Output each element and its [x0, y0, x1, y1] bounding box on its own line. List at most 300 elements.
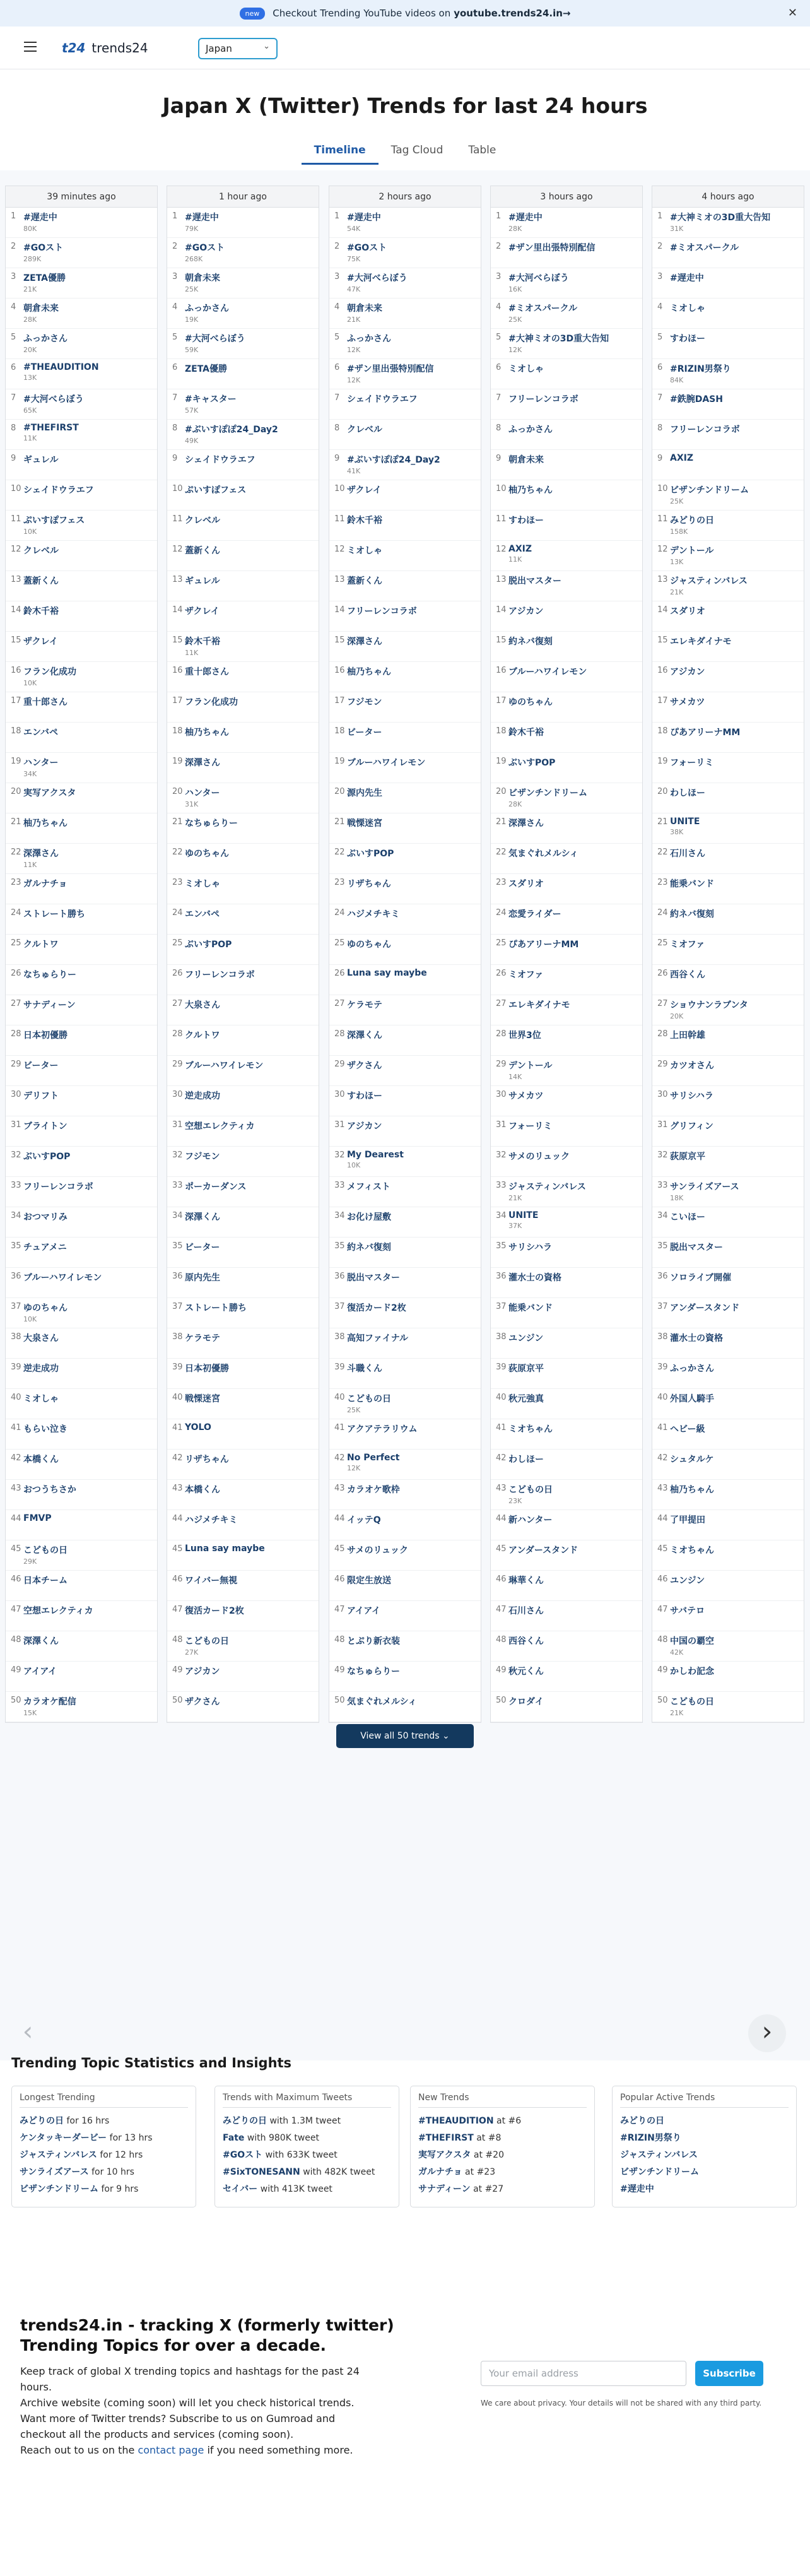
trend-item[interactable] — [6, 420, 157, 450]
trend-item[interactable] — [329, 1662, 481, 1692]
trend-item[interactable] — [6, 541, 157, 571]
trend-item[interactable] — [167, 1419, 319, 1450]
trend-item[interactable] — [652, 1086, 804, 1116]
trend-item[interactable] — [6, 1419, 157, 1450]
trend-item[interactable] — [491, 753, 642, 783]
site-logo[interactable] — [62, 40, 148, 56]
trend-name[interactable]: クルトワ — [185, 1031, 220, 1041]
trend-name[interactable]: メフィスト — [347, 1182, 390, 1192]
trend-name[interactable]: 気まぐれメルシィ — [508, 849, 578, 859]
trend-item[interactable] — [652, 844, 804, 874]
trend-item[interactable] — [329, 420, 481, 450]
trend-name[interactable]: ハジメチキミ — [347, 909, 400, 919]
trend-item[interactable] — [491, 1601, 642, 1631]
trend-item[interactable] — [491, 723, 642, 753]
trend-name[interactable]: サリシハラ — [670, 1091, 714, 1101]
trend-name[interactable]: 大泉さん — [23, 1333, 59, 1344]
trend-item[interactable] — [652, 1147, 804, 1177]
stat-trend-name[interactable]: みどりの日 — [620, 2116, 664, 2126]
trend-name[interactable]: #GOスト — [23, 243, 64, 253]
trend-name[interactable]: リザちゃん — [347, 879, 391, 889]
trend-item[interactable] — [167, 1147, 319, 1177]
trend-name[interactable]: カラオケ歌枠 — [347, 1485, 400, 1495]
trend-name[interactable]: ビーター — [185, 1243, 220, 1253]
trend-item[interactable] — [167, 904, 319, 935]
trend-name[interactable]: デントール — [670, 546, 714, 556]
trend-item[interactable] — [652, 238, 804, 268]
trend-item[interactable] — [491, 1056, 642, 1086]
trend-name[interactable]: YOLO — [185, 1422, 211, 1433]
trend-name[interactable]: ストレート勝ち — [185, 1303, 247, 1313]
trend-name[interactable]: フジモン — [185, 1152, 220, 1162]
trend-name[interactable]: #THEFIRST — [23, 423, 79, 433]
trend-name[interactable]: 日本初優勝 — [23, 1031, 68, 1041]
trend-name[interactable]: ぶいすPOP — [23, 1152, 71, 1162]
trend-item[interactable] — [491, 1238, 642, 1268]
trend-item[interactable] — [167, 238, 319, 268]
trend-item[interactable] — [652, 874, 804, 904]
trend-item[interactable] — [491, 1116, 642, 1147]
trend-item[interactable] — [491, 480, 642, 511]
trend-item[interactable] — [6, 844, 157, 874]
trend-name[interactable]: 深澤くん — [347, 1031, 382, 1041]
trend-item[interactable] — [491, 511, 642, 541]
trend-item[interactable] — [6, 783, 157, 813]
trend-name[interactable]: 世界3位 — [508, 1031, 541, 1041]
trend-name[interactable]: ハンター — [185, 788, 220, 798]
trend-item[interactable] — [491, 238, 642, 268]
trend-name[interactable]: 灌水士の資格 — [508, 1273, 561, 1283]
trend-name[interactable]: ザクさん — [185, 1697, 220, 1707]
trend-name[interactable]: アイアイ — [347, 1606, 381, 1616]
stat-trend-name[interactable]: サンライズアース — [20, 2167, 89, 2177]
trend-name[interactable]: 高知ファイナル — [347, 1333, 409, 1344]
trend-name[interactable]: UNITE — [670, 817, 700, 827]
trend-name[interactable]: ギュレル — [23, 455, 59, 465]
trend-name[interactable]: ぴあアリーナMM — [508, 940, 579, 950]
trend-item[interactable] — [329, 1480, 481, 1510]
trend-item[interactable] — [167, 662, 319, 692]
trend-item[interactable] — [329, 874, 481, 904]
subscribe-button[interactable]: Subscribe — [695, 2361, 763, 2386]
trend-item[interactable] — [167, 692, 319, 723]
stat-trend-name[interactable]: ビザンチンドリーム — [620, 2167, 700, 2177]
trend-name[interactable]: No Perfect — [347, 1453, 400, 1463]
stat-trend-name[interactable]: ケンタッキーダービー — [20, 2133, 107, 2143]
trend-item[interactable] — [652, 965, 804, 995]
trend-name[interactable]: 西谷くん — [670, 970, 705, 980]
trend-item[interactable] — [167, 389, 319, 420]
trend-item[interactable] — [6, 753, 157, 783]
trend-item[interactable] — [167, 329, 319, 359]
trend-item[interactable] — [6, 329, 157, 359]
tab-table[interactable]: Table — [468, 144, 496, 157]
trend-item[interactable] — [167, 1116, 319, 1147]
trend-item[interactable] — [491, 601, 642, 632]
trend-item[interactable] — [6, 1692, 157, 1722]
trend-item[interactable] — [652, 1601, 804, 1631]
trend-name[interactable]: エレキダイナモ — [670, 637, 732, 647]
trend-item[interactable] — [167, 571, 319, 601]
trend-item[interactable] — [6, 1207, 157, 1238]
trend-item[interactable] — [652, 571, 804, 601]
trend-name[interactable]: #ザン里出張特別配信 — [347, 364, 434, 374]
trend-name[interactable]: 朝倉未来 — [508, 455, 544, 465]
trend-item[interactable] — [491, 1540, 642, 1571]
trend-item[interactable] — [329, 1086, 481, 1116]
trend-name[interactable]: 空想エレクティカ — [23, 1606, 93, 1616]
trend-item[interactable] — [329, 1419, 481, 1450]
trend-item[interactable] — [167, 298, 319, 329]
trend-item[interactable] — [652, 1359, 804, 1389]
trend-name[interactable]: ミオちゃん — [508, 1424, 553, 1434]
trend-name[interactable]: サメのリュック — [508, 1152, 570, 1162]
trend-item[interactable] — [6, 1601, 157, 1631]
trend-name[interactable]: 実写アクスタ — [23, 788, 76, 798]
trend-item[interactable] — [167, 1450, 319, 1480]
trend-name[interactable]: #ザン里出張特別配信 — [508, 243, 596, 253]
trend-item[interactable] — [652, 480, 804, 511]
trend-item[interactable] — [167, 844, 319, 874]
trend-item[interactable] — [6, 1662, 157, 1692]
view-all-button[interactable]: View all 50 trends ⌄ — [336, 1724, 474, 1748]
trend-name[interactable]: かしわ記念 — [670, 1667, 714, 1677]
trend-name[interactable]: サメのリュック — [347, 1545, 409, 1556]
trend-name[interactable]: すわほー — [347, 1091, 382, 1101]
trend-item[interactable] — [6, 1571, 157, 1601]
trend-item[interactable] — [652, 1238, 804, 1268]
trend-name[interactable]: #遅走中 — [23, 213, 57, 223]
trend-name[interactable]: ZETA優勝 — [23, 273, 66, 283]
stat-trend-name[interactable]: ジャスティンバレス — [20, 2150, 97, 2160]
trend-item[interactable] — [652, 1540, 804, 1571]
stat-trend-name[interactable]: #遅走中 — [620, 2184, 654, 2194]
trend-name[interactable]: エンバペ — [23, 728, 59, 738]
trend-name[interactable]: AXIZ — [670, 453, 693, 463]
trend-name[interactable]: 柚乃ちゃん — [23, 818, 68, 829]
trend-name[interactable]: ザクレイ — [185, 606, 220, 617]
trend-item[interactable] — [167, 1207, 319, 1238]
trend-item[interactable] — [167, 874, 319, 904]
trend-item[interactable] — [6, 1389, 157, 1419]
trend-name[interactable]: #大河べらぼう — [347, 273, 408, 283]
trend-item[interactable] — [329, 1238, 481, 1268]
trend-name[interactable]: FMVP — [23, 1513, 52, 1523]
trend-name[interactable]: 逆走成功 — [185, 1091, 220, 1101]
trend-name[interactable]: アジカン — [670, 667, 705, 677]
trend-item[interactable] — [491, 1268, 642, 1298]
trend-name[interactable]: ふっかさん — [508, 425, 553, 435]
trend-item[interactable] — [652, 1510, 804, 1540]
trend-item[interactable] — [652, 1328, 804, 1359]
trend-name[interactable]: UNITE — [508, 1210, 539, 1220]
trend-item[interactable] — [652, 632, 804, 662]
trend-name[interactable]: もらい泣き — [23, 1424, 68, 1434]
trend-name[interactable]: こどもの日 — [670, 1697, 714, 1707]
trend-item[interactable] — [6, 874, 157, 904]
stat-trend-name[interactable]: #GOスト — [223, 2150, 263, 2160]
trend-item[interactable] — [652, 813, 804, 844]
trend-item[interactable] — [6, 965, 157, 995]
trend-name[interactable]: ザクさん — [347, 1061, 382, 1071]
trend-item[interactable] — [329, 904, 481, 935]
trend-name[interactable]: こどもの日 — [185, 1636, 229, 1646]
trend-item[interactable] — [6, 1025, 157, 1056]
trend-name[interactable]: 深澤さん — [508, 818, 544, 829]
trend-item[interactable] — [652, 935, 804, 965]
trend-item[interactable] — [329, 662, 481, 692]
trend-item[interactable] — [6, 995, 157, 1025]
trend-item[interactable] — [167, 753, 319, 783]
trend-item[interactable] — [329, 1025, 481, 1056]
trend-name[interactable]: 鈴木千裕 — [185, 637, 220, 647]
trend-item[interactable] — [167, 1025, 319, 1056]
trend-item[interactable] — [329, 813, 481, 844]
trend-name[interactable]: 鈴木千裕 — [23, 606, 59, 617]
trend-name[interactable]: すわほー — [670, 334, 705, 344]
stat-trend-name[interactable]: ジャスティンバレス — [620, 2150, 698, 2160]
trend-item[interactable] — [167, 995, 319, 1025]
trend-item[interactable] — [167, 541, 319, 571]
promo-banner[interactable] — [0, 0, 810, 27]
trend-item[interactable] — [167, 1601, 319, 1631]
stat-trend-name[interactable]: #SixTONESANN — [223, 2167, 300, 2177]
trend-item[interactable] — [491, 1480, 642, 1510]
trend-name[interactable]: フラン化成功 — [23, 667, 76, 677]
trend-item[interactable] — [652, 1419, 804, 1450]
trend-item[interactable] — [167, 1268, 319, 1298]
trend-item[interactable] — [6, 1631, 157, 1662]
trend-name[interactable]: ブルーハワイレモン — [23, 1273, 102, 1283]
trend-item[interactable] — [652, 1450, 804, 1480]
trend-name[interactable]: #遅走中 — [508, 213, 543, 223]
trend-name[interactable]: お化け屋敷 — [347, 1212, 391, 1222]
trend-item[interactable] — [329, 1298, 481, 1328]
trend-item[interactable] — [167, 632, 319, 662]
trend-item[interactable] — [329, 268, 481, 298]
trend-name[interactable]: サンライズアース — [670, 1182, 739, 1192]
trend-name[interactable]: #鉄腕DASH — [670, 394, 723, 405]
trend-name[interactable]: ゆのちゃん — [185, 849, 229, 859]
trend-item[interactable] — [6, 1480, 157, 1510]
trend-name[interactable]: ブルーハワイレモン — [508, 667, 587, 677]
trend-item[interactable] — [491, 1510, 642, 1540]
trend-item[interactable] — [652, 420, 804, 450]
trend-name[interactable]: わしほー — [670, 788, 705, 798]
trend-item[interactable] — [652, 1631, 804, 1662]
trend-name[interactable]: 本橋くん — [23, 1455, 59, 1465]
trend-item[interactable] — [491, 1631, 642, 1662]
trend-item[interactable] — [167, 1298, 319, 1328]
trend-item[interactable] — [491, 1359, 642, 1389]
trend-item[interactable] — [167, 601, 319, 632]
trend-name[interactable]: エレキダイナモ — [508, 1000, 570, 1010]
trend-name[interactable]: 限定生放送 — [347, 1576, 391, 1586]
trend-item[interactable] — [652, 389, 804, 420]
trend-item[interactable] — [491, 1086, 642, 1116]
trend-name[interactable]: #遅走中 — [670, 273, 704, 283]
trend-name[interactable]: カツオさん — [670, 1061, 714, 1071]
trend-name[interactable]: アジカン — [347, 1121, 382, 1131]
trend-item[interactable] — [652, 1480, 804, 1510]
trend-item[interactable] — [167, 208, 319, 238]
trend-name[interactable]: 深澤くん — [23, 1636, 59, 1646]
trend-name[interactable]: 柚乃ちゃん — [670, 1485, 714, 1495]
trend-item[interactable] — [652, 753, 804, 783]
trend-name[interactable]: #ミオスパークル — [670, 243, 739, 253]
trend-name[interactable]: 復活カード2枚 — [347, 1303, 406, 1313]
trend-item[interactable] — [491, 268, 642, 298]
trend-item[interactable] — [329, 1207, 481, 1238]
trend-name[interactable]: 朝倉未来 — [347, 304, 382, 314]
trend-name[interactable]: イッテQ — [347, 1515, 381, 1525]
trend-name[interactable]: クレベル — [185, 516, 220, 526]
trend-name[interactable]: ソロライブ開催 — [670, 1273, 732, 1283]
trend-item[interactable] — [329, 480, 481, 511]
trend-name[interactable]: ブライトン — [23, 1121, 68, 1131]
trend-item[interactable] — [491, 1662, 642, 1692]
trend-item[interactable] — [652, 601, 804, 632]
trend-item[interactable] — [329, 692, 481, 723]
trend-item[interactable] — [6, 1298, 157, 1328]
trend-item[interactable] — [491, 1147, 642, 1177]
trend-name[interactable]: 秋元くん — [508, 1667, 544, 1677]
trend-name[interactable]: ビザンチンドリーム — [508, 788, 588, 798]
trend-item[interactable] — [167, 935, 319, 965]
trend-name[interactable]: 復活カード2枚 — [185, 1606, 244, 1616]
trend-name[interactable]: #GOスト — [185, 243, 225, 253]
trend-item[interactable] — [167, 813, 319, 844]
trend-name[interactable]: 柚乃ちゃん — [347, 667, 391, 677]
trend-item[interactable] — [652, 1177, 804, 1207]
trend-name[interactable]: 重十郎さん — [185, 667, 229, 677]
trend-name[interactable]: 恋愛ライダー — [508, 909, 561, 919]
trend-item[interactable] — [6, 511, 157, 541]
trend-name[interactable]: アジカン — [508, 606, 544, 617]
trend-name[interactable]: クルトワ — [23, 940, 59, 950]
trend-item[interactable] — [491, 541, 642, 571]
trend-name[interactable]: 戦慄迷宮 — [185, 1394, 220, 1404]
trend-item[interactable] — [6, 1359, 157, 1389]
trend-item[interactable] — [491, 1328, 642, 1359]
trend-item[interactable] — [491, 935, 642, 965]
trend-name[interactable]: こどもの日 — [508, 1485, 553, 1495]
trend-name[interactable]: シェイドウラエフ — [23, 485, 94, 495]
trend-item[interactable] — [652, 359, 804, 389]
trend-item[interactable] — [491, 359, 642, 389]
trend-name[interactable]: 日本チーム — [23, 1576, 68, 1586]
trend-name[interactable]: #大神ミオの3D重大告知 — [670, 213, 771, 223]
trend-name[interactable]: スダリオ — [508, 879, 544, 889]
trend-item[interactable] — [491, 450, 642, 480]
trend-item[interactable] — [491, 632, 642, 662]
contact-link[interactable]: contact page — [138, 2444, 204, 2456]
trend-name[interactable]: 朝倉未来 — [23, 304, 59, 314]
trend-name[interactable]: ぶいすPOP — [347, 849, 394, 859]
trend-name[interactable]: フォーリミ — [670, 758, 714, 768]
trend-name[interactable]: アンダースタンド — [508, 1545, 578, 1556]
trend-item[interactable] — [6, 723, 157, 753]
trend-item[interactable] — [652, 783, 804, 813]
stat-trend-name[interactable]: #THEAUDITION — [418, 2116, 494, 2126]
trend-item[interactable] — [329, 753, 481, 783]
trend-name[interactable]: 柚乃ちゃん — [185, 728, 229, 738]
trend-name[interactable]: グリフィン — [670, 1121, 713, 1131]
trend-name[interactable]: #遅走中 — [185, 213, 219, 223]
trend-name[interactable]: ショウナンラブンタ — [670, 1000, 748, 1010]
trend-name[interactable]: ストレート勝ち — [23, 909, 85, 919]
trend-item[interactable] — [652, 1298, 804, 1328]
trend-name[interactable]: ミオしゃ — [23, 1394, 59, 1404]
trend-name[interactable]: ハンター — [23, 758, 59, 768]
trend-name[interactable]: 日本初優勝 — [185, 1364, 229, 1374]
trend-item[interactable] — [652, 450, 804, 480]
trend-name[interactable]: ふっかさん — [185, 304, 229, 314]
close-icon[interactable]: ✕ — [787, 6, 797, 20]
trend-name[interactable]: アジカン — [185, 1667, 220, 1677]
trend-item[interactable] — [329, 1359, 481, 1389]
trend-item[interactable] — [167, 1359, 319, 1389]
trend-name[interactable]: 源内先生 — [347, 788, 382, 798]
trend-name[interactable]: デントール — [508, 1061, 553, 1071]
trend-item[interactable] — [491, 571, 642, 601]
trend-name[interactable]: ザクレイ — [347, 485, 382, 495]
trend-name[interactable]: ブルーハワイレモン — [347, 758, 426, 768]
trend-item[interactable] — [6, 692, 157, 723]
trend-item[interactable] — [6, 238, 157, 268]
trend-item[interactable] — [652, 208, 804, 238]
trend-item[interactable] — [652, 904, 804, 935]
trend-name[interactable]: なちゅらりー — [185, 818, 238, 829]
trend-item[interactable] — [329, 511, 481, 541]
trend-item[interactable] — [6, 1510, 157, 1540]
trend-item[interactable] — [652, 1116, 804, 1147]
trend-name[interactable]: #ぶいすぽぽ24_Day2 — [185, 425, 278, 435]
trend-name[interactable]: 斗職くん — [347, 1364, 382, 1374]
trend-item[interactable] — [491, 1298, 642, 1328]
trend-name[interactable]: ミオしゃ — [670, 304, 705, 314]
trend-name[interactable]: サメカツ — [670, 697, 705, 707]
trend-name[interactable]: 能乗バンド — [670, 879, 714, 889]
trend-name[interactable]: 大泉さん — [185, 1000, 220, 1010]
trend-item[interactable] — [329, 238, 481, 268]
menu-icon[interactable] — [24, 42, 37, 53]
trend-name[interactable]: 蓋新くん — [185, 546, 220, 556]
trend-name[interactable]: エンバペ — [185, 909, 220, 919]
trend-item[interactable] — [652, 268, 804, 298]
trend-item[interactable] — [329, 965, 481, 995]
trend-name[interactable]: 重十郎さん — [23, 697, 68, 707]
trend-item[interactable] — [329, 571, 481, 601]
trend-name[interactable]: 鈴木千裕 — [508, 728, 544, 738]
stat-trend-name[interactable]: セイバー — [223, 2184, 258, 2194]
trend-name[interactable]: ゆのちゃん — [508, 697, 553, 707]
trend-name[interactable]: 了甲提田 — [670, 1515, 705, 1525]
trend-item[interactable] — [167, 511, 319, 541]
trend-name[interactable]: ミオしゃ — [185, 879, 220, 889]
trend-name[interactable]: ジャスティンバレス — [508, 1182, 586, 1192]
trend-item[interactable] — [329, 1450, 481, 1480]
trend-name[interactable]: シェイドウラエフ — [347, 394, 418, 405]
carousel-prev-icon[interactable]: ‹ — [22, 2016, 33, 2047]
trend-name[interactable]: #THEAUDITION — [23, 362, 99, 372]
trend-name[interactable]: ガルナチョ — [23, 879, 68, 889]
trend-item[interactable] — [329, 1540, 481, 1571]
trend-item[interactable] — [652, 1207, 804, 1238]
trend-name[interactable]: アクアテラリウム — [347, 1424, 418, 1434]
trend-name[interactable]: ハジメチキミ — [185, 1515, 238, 1525]
trend-item[interactable] — [329, 844, 481, 874]
